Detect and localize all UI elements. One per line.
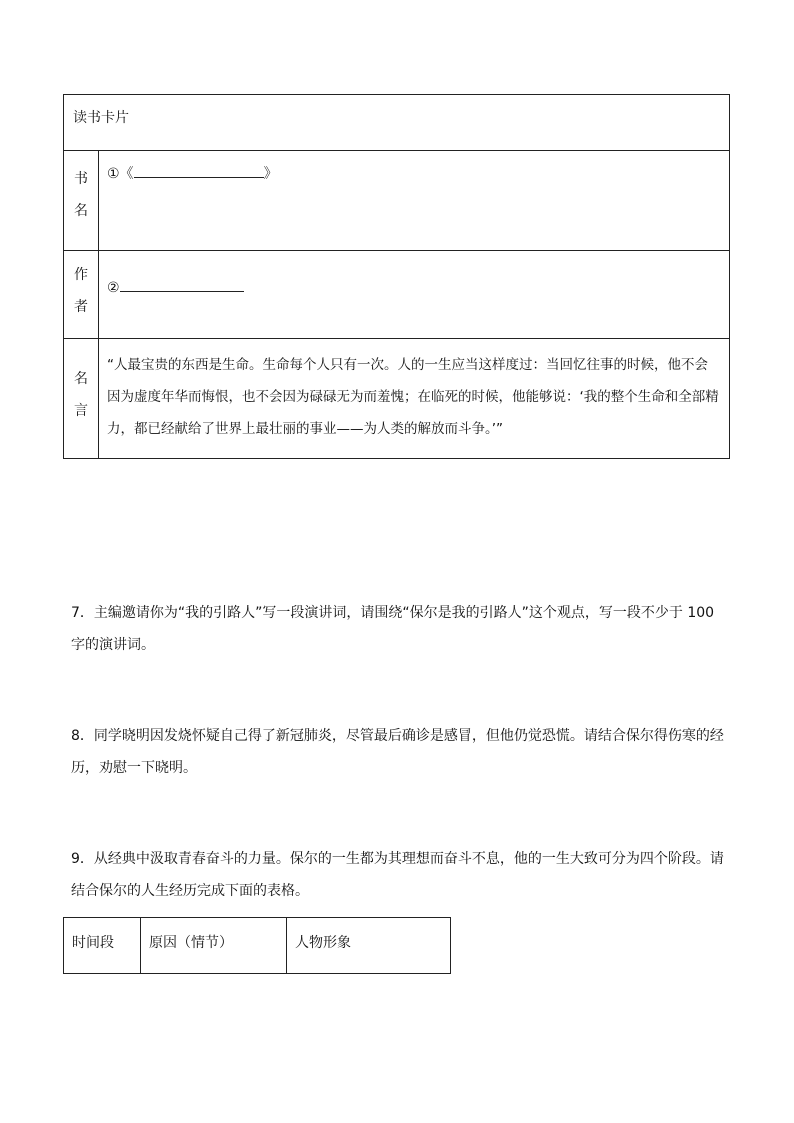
question-8: 8．同学晓明因发烧怀疑自己得了新冠肺炎，尽管最后确诊是感冒，但他仍觉恐慌。请结合保尔得伤寒的经历，劝慰一下晓明。 (71, 728, 724, 776)
book-name-cell[interactable] (99, 151, 730, 251)
col-time-period: 时间段 (64, 918, 141, 974)
book-name-blank[interactable] (134, 163, 264, 178)
author-label: 作 者 (64, 251, 99, 339)
card-header: 读书卡片 (64, 95, 730, 151)
reading-card-table (63, 94, 730, 459)
book-name-suffix: 》 (263, 166, 278, 182)
quote-text: “人最宝贵的东西是生命。生命每个人只有一次。人的一生应当这样度过：当回忆往事的时候，他不会因为虚度年华而悔恨，也不会因为碌碌无为而羞愧；在临死的时候，他能够说：‘我的整个生命和全部精力，都已经献给了世界上最壮丽的事业——为人类的解放而斗争。’” (99, 339, 730, 459)
book-name-label: 书 名 (64, 151, 99, 251)
author-blank[interactable] (120, 277, 244, 292)
quote-label: 名 言 (64, 339, 99, 459)
col-character-image: 人物形象 (287, 918, 451, 974)
book-name-prefix: ①《 (107, 166, 134, 182)
author-prefix: ② (107, 280, 120, 296)
author-cell[interactable] (99, 251, 730, 339)
stage-table (63, 917, 451, 974)
question-9: 9．从经典中汲取青春奋斗的力量。保尔的一生都为其理想而奋斗不息，他的一生大致可分为四个阶段。请结合保尔的人生经历完成下面的表格。 (71, 851, 724, 899)
col-reason: 原因（情节） (141, 918, 287, 974)
question-7: 7．主编邀请你为“我的引路人”写一段演讲词，请围绕“保尔是我的引路人”这个观点，写一段不少于 100 字的演讲词。 (71, 605, 715, 653)
